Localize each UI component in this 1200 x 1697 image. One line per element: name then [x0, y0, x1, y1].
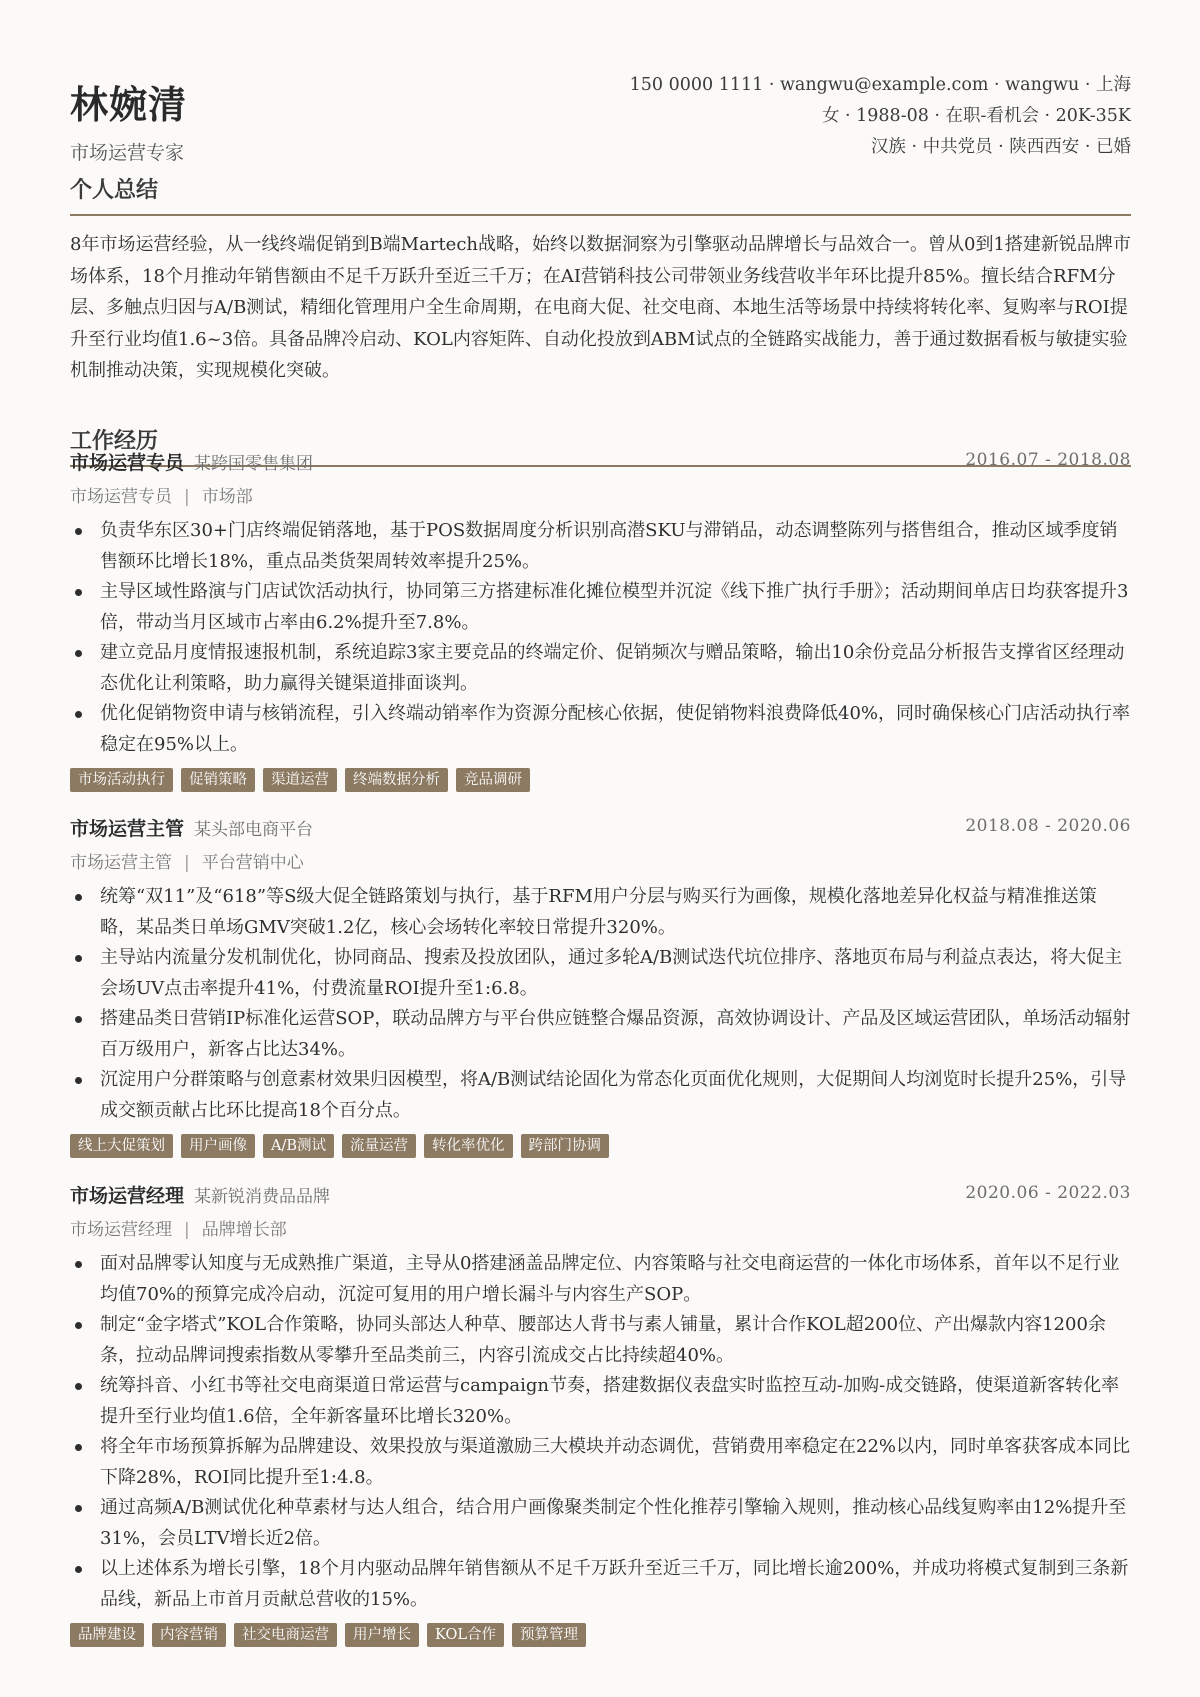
skill-tag: KOL合作 — [427, 1623, 504, 1647]
job-dept: 品牌增长部 — [201, 1220, 287, 1240]
list-item: 制定“金字塔式”KOL合作策略，协同头部达人种草、腰部达人背书与素人铺量，累计合作KOL超200位、产出爆款内容1200余条，拉动品牌词搜索指数从零攀升至品类前三，内容引流成交占比持续超40%。 — [70, 1310, 1131, 1371]
skill-tag: 转化率优化 — [424, 1134, 513, 1158]
list-item: 沉淀用户分群策略与创意素材效果归因模型，将A/B测试结论固化为常态化页面优化规则，大促期间人均浏览时长提升25%，引导成交额贡献占比环比提高18个百分点。 — [70, 1065, 1131, 1126]
skill-tag: 流量运营 — [342, 1134, 416, 1158]
skill-tag: 促销策略 — [181, 768, 255, 792]
job-bullets — [70, 882, 1131, 1126]
contact-info — [630, 70, 1131, 163]
job-bullets — [70, 516, 1131, 760]
job-date: 2018.08 - 2020.06 — [965, 816, 1131, 836]
list-item: 面对品牌零认知度与无成熟推广渠道，主导从0搭建涵盖品牌定位、内容策略与社交电商运营的一体化市场体系，首年以不足行业均值70%的预算完成冷启动，沉淀可复用的用户增长漏斗与内容生产SOP。 — [70, 1249, 1131, 1310]
job-company: 某新锐消费品品牌 — [194, 1187, 331, 1207]
skill-tag: 社交电商运营 — [234, 1623, 337, 1647]
list-item: 统筹“双11”及“618”等S级大促全链路策划与执行，基于RFM用户分层与购买行为画像，规模化落地差异化权益与精准推送策略，某品类日单场GMV突破1.2亿，核心会场转化率较日常提升320%。 — [70, 882, 1131, 943]
job-dept: 平台营销中心 — [201, 853, 304, 873]
skill-tag: 线上大促策划 — [70, 1134, 173, 1158]
contact-line: 女 · 1988-08 · 在职-看机会 · 20K-35K — [821, 106, 1131, 126]
list-item: 搭建品类日营销IP标准化运营SOP，联动品牌方与平台供应链整合爆品资源，高效协调设计、产品及区域运营团队，单场活动辐射百万级用户，新客占比达34%。 — [70, 1004, 1131, 1065]
job-role-line: 市场运营专员 | 市场部 — [70, 487, 253, 507]
list-item: 建立竞品月度情报速报机制，系统追踪3家主要竞品的终端定价、促销频次与赠品策略，输出10余份竞品分析报告支撑省区经理动态优化让利策略，助力赢得关键渠道排面谈判。 — [70, 638, 1131, 699]
job-role-line: 市场运营经理 | 品牌增长部 — [70, 1220, 287, 1240]
skill-tag: 内容营销 — [152, 1623, 226, 1647]
list-item: 以上述体系为增长引擎，18个月内驱动品牌年销售额从不足千万跃升至近三千万，同比增长逾200%，并成功将模式复制到三条新品线，新品上市首月贡献总营收的15%。 — [70, 1554, 1131, 1615]
skill-tag: 渠道运营 — [263, 768, 337, 792]
candidate-name: 林婉清 — [70, 82, 188, 127]
job-entry — [70, 1181, 1131, 1647]
job-role: 市场运营主管 — [70, 853, 172, 873]
contact-line: 150 0000 1111 · wangwu@example.com · wangwu · 上海 — [629, 75, 1131, 95]
job-entry — [70, 448, 1131, 792]
list-item: 负责华东区30+门店终端促销落地，基于POS数据周度分析识别高潜SKU与滞销品，动态调整陈列与搭售组合，推动区域季度销售额环比增长18%，重点品类货架周转效率提升25%。 — [70, 516, 1131, 577]
list-item: 优化促销物资申请与核销流程，引入终端动销率作为资源分配核心依据，使促销物料浪费降低40%，同时确保核心门店活动执行率稳定在95%以上。 — [70, 699, 1131, 760]
job-dept: 市场部 — [201, 487, 253, 507]
summary-heading: 个人总结 — [70, 173, 1131, 216]
skill-tag: 竞品调研 — [456, 768, 530, 792]
job-date: 2016.07 - 2018.08 — [965, 450, 1131, 470]
job-role: 市场运营经理 — [70, 1220, 172, 1240]
job-bullets — [70, 1249, 1131, 1615]
job-role-line: 市场运营主管 | 平台营销中心 — [70, 853, 304, 873]
skill-tag: 跨部门协调 — [521, 1134, 610, 1158]
list-item: 主导站内流量分发机制优化，协同商品、搜索及投放团队，通过多轮A/B测试迭代坑位排序、落地页布局与利益点表达，将大促主会场UV点击率提升41%，付费流量ROI提升至1:6.8。 — [70, 943, 1131, 1004]
skill-tag: 预算管理 — [512, 1623, 586, 1647]
contact-line: 汉族 · 中共党员 · 陕西西安 · 已婚 — [870, 137, 1131, 157]
skill-tags — [70, 768, 1131, 792]
job-title: 市场运营专员 — [70, 452, 185, 474]
job-company: 某跨国零售集团 — [194, 454, 314, 474]
skill-tags — [70, 1134, 1131, 1158]
skill-tag: 用户画像 — [181, 1134, 255, 1158]
list-item: 将全年市场预算拆解为品牌建设、效果投放与渠道激励三大模块并动态调优，营销费用率稳定在22%以内，同时单客获客成本同比下降28%，ROI同比提升至1:4.8。 — [70, 1432, 1131, 1493]
job-date: 2020.06 - 2022.03 — [965, 1183, 1131, 1203]
skill-tag: 用户增长 — [345, 1623, 419, 1647]
list-item: 主导区域性路演与门店试饮活动执行，协同第三方搭建标准化摊位模型并沉淀《线下推广执行手册》；活动期间单店日均获客提升3倍，带动当月区域市占率由6.2%提升至7.8%。 — [70, 577, 1131, 638]
list-item: 统筹抖音、小红书等社交电商渠道日常运营与campaign节奏，搭建数据仪表盘实时监控互动-加购-成交链路，使渠道新客转化率提升至行业均值1.6倍，全年新客量环比增长320%。 — [70, 1371, 1131, 1432]
job-company: 某头部电商平台 — [194, 820, 314, 840]
candidate-title: 市场运营专家 — [70, 142, 185, 164]
job-role: 市场运营专员 — [70, 487, 172, 507]
list-item: 通过高频A/B测试优化种草素材与达人组合，结合用户画像聚类制定个性化推荐引擎输入规则，推动核心品线复购率由12%提升至31%，会员LTV增长近2倍。 — [70, 1493, 1131, 1554]
job-title: 市场运营主管 — [70, 818, 185, 840]
job-entry — [70, 814, 1131, 1158]
skill-tag: A/B测试 — [263, 1134, 334, 1158]
skill-tag: 市场活动执行 — [70, 768, 173, 792]
job-title: 市场运营经理 — [70, 1185, 185, 1207]
summary-text: 8年市场运营经验，从一线终端促销到B端Martech战略，始终以数据洞察为引擎驱动品牌增长与品效合一。曾从0到1搭建新锐品牌市场体系，18个月推动年销售额由不足千万跃升至近三千万；在AI营销科技公司带领业务线营收半年环比提升85%。擅长结合RFM分层、多触点归因与A/B测试，精细化管理用户全生命周期，在电商大促、社交电商、本地生活等场景中持续将转化率、复购率与ROI提升至行业均值1.6~3倍。具备品牌冷启动、KOL内容矩阵、自动化投放到ABM试点的全链路实战能力，善于通过数据看板与敏捷实验机制推动决策，实现规模化突破。 — [70, 234, 1131, 381]
skill-tag: 品牌建设 — [70, 1623, 144, 1647]
resume-header — [70, 0, 1131, 205]
work-heading: 工作经历 — [70, 424, 1131, 467]
skill-tags — [70, 1623, 1131, 1647]
skill-tag: 终端数据分析 — [345, 768, 448, 792]
